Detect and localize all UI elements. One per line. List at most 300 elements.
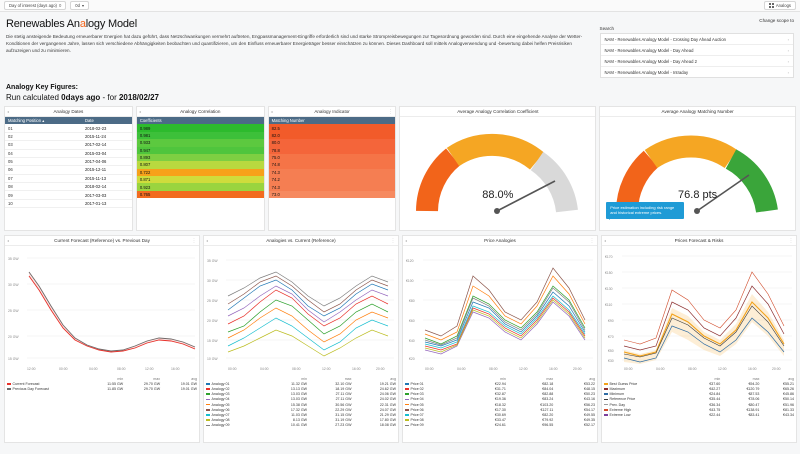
key-figures-row [0, 106, 800, 231]
table-row[interactable] [269, 147, 396, 154]
caret-icon[interactable]: ◂ [7, 109, 10, 114]
chart-title: Prices Forecast & Risks [674, 238, 724, 243]
table-row[interactable] [269, 183, 396, 190]
chevron-right-icon: › [787, 69, 789, 75]
table-cell: 04 [5, 149, 82, 157]
matching-number-cell: 78.8 [269, 147, 396, 154]
scope-item-label: NAM - Renewables Analogy Model - Day Ahead 2 [604, 58, 697, 64]
panel-analogy-dates [4, 106, 133, 231]
legend-label: Extreme Low [602, 412, 688, 417]
legend-max: €120.79 [746, 386, 760, 391]
panel-header [269, 107, 396, 117]
legend-avg: 17.80 GW [379, 418, 396, 423]
legend-min: €31.71 [494, 386, 506, 391]
legend-label: Prev. Day [602, 402, 688, 407]
table-row[interactable] [269, 191, 396, 198]
table-row[interactable] [269, 124, 396, 131]
panel-header [5, 107, 132, 117]
svg-text:08:00: 08:00 [688, 367, 697, 371]
caret-icon[interactable]: ◂ [206, 238, 209, 243]
table-cell: 07 [5, 174, 82, 182]
table-row[interactable] [137, 132, 264, 139]
svg-text:12:00: 12:00 [718, 367, 727, 371]
legend-avg: €53.22 [584, 381, 595, 386]
charts-row [0, 235, 800, 443]
legend-min: 13.03 GW [290, 397, 308, 402]
svg-text:€100: €100 [406, 279, 414, 283]
legend-avg: €81.33 [783, 407, 794, 412]
legend-row[interactable] [204, 423, 398, 428]
legend-avg: €54.17 [584, 407, 595, 412]
run-date: 2018/02/27 [118, 93, 160, 102]
legend-min: 11:55 GW [107, 381, 124, 386]
chart-price-analogies [402, 235, 598, 443]
legend-swatch [604, 388, 608, 390]
legend-swatch [206, 414, 210, 416]
chevron-right-icon: › [787, 58, 789, 64]
legend-label: Analogy 07 [204, 412, 265, 417]
day-of-interest-value: 0 [58, 3, 62, 8]
coefficient-cell: 0.923 [137, 183, 264, 190]
avg-correlation-gauge [400, 117, 595, 225]
price-estimation-tooltip: Price estimation including risk range and historical extreme prices. [606, 202, 684, 219]
matching-number-cell: 74.8 [269, 161, 396, 168]
header-left [6, 18, 592, 78]
legend-swatch [206, 409, 210, 411]
legend-avg: 19.01 GW [180, 381, 197, 386]
table-row[interactable] [5, 141, 132, 149]
legend-avg: €45.86 [783, 392, 794, 397]
coefficient-cell: 0.871 [137, 176, 264, 183]
legend-max: 31.19 GW [335, 418, 352, 423]
avg-matching-value: 76.8 pts [678, 189, 718, 201]
svg-text:20 GW: 20 GW [8, 335, 19, 339]
table-row[interactable] [5, 157, 132, 165]
table-row[interactable] [137, 147, 264, 154]
svg-text:12:00: 12:00 [519, 367, 528, 371]
top-toolbar-right [764, 1, 796, 10]
table-cell: 2015-12-11 [82, 166, 132, 174]
caret-icon[interactable]: ◂ [138, 109, 141, 114]
svg-text:08:00: 08:00 [489, 367, 498, 371]
legend-min: 13.13 GW [290, 386, 308, 391]
svg-text:€70: €70 [608, 335, 614, 339]
table-row[interactable] [5, 132, 132, 140]
legend-max: 32.10 GW [335, 381, 352, 386]
matching-number-cell: 75.0 [269, 154, 396, 161]
panel-title: Average Analogy Matching Number [661, 109, 734, 114]
svg-text:20:00: 20:00 [376, 367, 385, 371]
legend-swatch [604, 409, 608, 411]
table-row[interactable] [137, 124, 264, 131]
legend-swatch [604, 383, 608, 385]
svg-text:15 GW: 15 GW [207, 339, 218, 343]
legend-swatch [7, 383, 11, 385]
legend-min: €24.61 [494, 423, 506, 428]
legend-avg: €48.15 [584, 386, 595, 391]
legend-label: Minimum [602, 392, 688, 397]
legend-avg: €50.14 [783, 397, 794, 402]
panel-title: Analogy Correlation [180, 109, 221, 114]
top-toolbar [0, 0, 800, 12]
panel-header [5, 236, 199, 246]
legend-swatch [206, 393, 210, 395]
scope-item-label: NAM - Renewables Analogy Model - Intraday [604, 69, 689, 75]
legend-avg: 24.06 GW [379, 392, 396, 397]
col-matching-position[interactable]: Matching Position ▴ [5, 117, 82, 124]
scope-item-label: NAM - Renewables Analogy Model - Day Ahead [604, 47, 694, 53]
legend-max: 29.70 GW [143, 381, 161, 386]
table-cell: 02 [5, 132, 82, 140]
legend-min: €24.84 [709, 392, 721, 397]
scope-list-item[interactable] [601, 67, 794, 77]
legend-swatch [405, 399, 409, 401]
intro-paragraph: Die stetig ansteigende Bedeutung erneuerbarer Energien hat dazu geführt, dass Netzschwankungen vermehrt auftreten, Engpassmanagement-Eingriffe erforderlich sind und starke Strompreisbewegungen zur Tagesordnung geworden sind. Durch eine eingehende Analyse der Wetter-Konditionen der vergangenen Jahre, lassen sich verschiedene Abhängigkeiten beobachten und quantifizieren, um den Einfluss erneuerbarer Energieträger besser einschätzen zu können. Dieses Dashboard soll mittels Analogverwendung und -bewertung dabei helfen Preisrisiken aufzuzeigen und zu minimieren. [6, 34, 583, 53]
table-row[interactable] [137, 169, 264, 176]
svg-text:€50: €50 [608, 349, 614, 353]
scope-list-item[interactable] [601, 45, 794, 56]
scope-list [600, 33, 795, 78]
legend-swatch [7, 388, 11, 390]
svg-text:€150: €150 [605, 271, 613, 275]
legend-swatch [405, 383, 409, 385]
legend-swatch [206, 399, 210, 401]
caret-icon[interactable]: ◂ [405, 238, 408, 243]
gauge-svg [405, 119, 590, 223]
legend-max: €103.20 [540, 402, 554, 407]
legend-min: €42.27 [709, 386, 721, 391]
svg-text:30 GW: 30 GW [207, 279, 218, 283]
table-cell: 2018-02-14 [82, 183, 132, 191]
legend-min: 10.41 GW [290, 423, 308, 428]
svg-text:15 GW: 15 GW [8, 357, 19, 361]
legend-min: €35.44 [709, 397, 721, 402]
svg-text:08:00: 08:00 [292, 367, 301, 371]
legend-swatch [405, 409, 409, 411]
svg-text:00:00: 00:00 [228, 367, 237, 371]
analogy-indicator-table [269, 117, 396, 198]
svg-text:00:00: 00:00 [425, 367, 434, 371]
table-row[interactable] [269, 169, 396, 176]
analogy-correlation-body [137, 124, 264, 198]
legend-label: Price 02 [403, 386, 466, 391]
legend-label: Analogy 05 [204, 402, 265, 407]
legend-max: €82.20 [542, 412, 554, 417]
scope-panel [600, 18, 795, 78]
svg-text:20 GW: 20 GW [207, 319, 218, 323]
table-row[interactable] [137, 154, 264, 161]
matching-number-cell: 74.3 [269, 169, 396, 176]
legend-min: €43.75 [709, 407, 721, 412]
legend-avg: 24.02 GW [379, 397, 396, 402]
table-row[interactable] [137, 176, 264, 183]
legend-label: Price 09 [403, 423, 466, 428]
panel-header [400, 107, 595, 117]
scope-item-label: NAM - Renewables Analogy Model - Crossing Day Ahead Auction [604, 36, 727, 42]
legend-label: Price 03 [403, 392, 466, 397]
legend-swatch [604, 393, 608, 395]
legend-min: €17.30 [494, 407, 506, 412]
table-cell: 2018-02-23 [82, 124, 132, 132]
col-date[interactable]: Date [82, 117, 132, 124]
panel-avg-correlation [399, 106, 596, 231]
coefficient-cell: 0.981 [137, 132, 264, 139]
legend-swatch [405, 393, 409, 395]
legend-min: 17.32 GW [290, 407, 308, 412]
legend-max: 30.56 GW [335, 402, 352, 407]
page-header [0, 12, 800, 78]
col-matching-number[interactable]: Matching Number [269, 117, 396, 124]
current-forecast-plot [5, 246, 199, 374]
legend-min: 11.85 GW [107, 386, 124, 391]
table-row[interactable] [269, 139, 396, 146]
analogies-vs-current-plot [204, 246, 398, 374]
panel-header [137, 107, 264, 117]
legend-swatch [604, 399, 608, 401]
legend-min: 13.03 GW [290, 392, 308, 397]
legend-swatch [206, 419, 210, 421]
legend-swatch [405, 419, 409, 421]
svg-text:€60: €60 [409, 319, 415, 323]
analogy-correlation-table [137, 117, 264, 198]
scope-list-item[interactable] [601, 34, 794, 45]
matching-number-cell: 73.0 [269, 191, 396, 198]
legend-label: Price 07 [403, 412, 466, 417]
legend-max: €94.20 [748, 381, 760, 386]
current-forecast-legend: min max avg Current Forecast 11:55 GW 29.70 GW 19.01 GW Previous Day Forecast 11.85 GW 29.70 GW 19.01 GW [5, 376, 199, 392]
page-title-accent: a [79, 18, 86, 30]
table-cell: 2017-01-13 [82, 199, 132, 207]
svg-text:€120: €120 [406, 259, 414, 263]
legend-max: €87.53 [748, 392, 760, 397]
prices-forecast-legend: min max avg Best Guess Price €37.60 €94.20 €55.21 Maximum €42.27 €120.79 €65.26 Minimum €24.84 €87.53 €45.86 Reference Price €35.44 €78.06 €50.14 Prev. Day €36.34 €80.47 €51.96 Extreme High €43.75 €138.91 €81.33 Extreme Low €22.44 €83.41 €43.34 [602, 376, 796, 418]
legend-max: €80.47 [748, 402, 760, 407]
legend-swatch [405, 404, 409, 406]
analogy-dates-body [5, 124, 132, 207]
table-row[interactable] [5, 166, 132, 174]
legend-min: 11.03 GW [291, 412, 308, 417]
run-days: 0days ago [61, 93, 101, 102]
table-row[interactable] [5, 149, 132, 157]
svg-text:30 GW: 30 GW [8, 283, 19, 287]
legend-label: Analogy 02 [204, 386, 265, 391]
table-row[interactable] [5, 124, 132, 132]
table-cell: 2015-11-13 [82, 174, 132, 182]
legend-max: 22.29 GW [335, 407, 352, 412]
legend-label: Analogy 08 [204, 418, 265, 423]
legend-min: €22.44 [709, 412, 721, 417]
chevron-down-icon: ▾ [81, 3, 85, 8]
svg-text:12:00: 12:00 [322, 367, 331, 371]
search-label: Search [599, 26, 615, 31]
table-cell: 2017-04-06 [82, 157, 132, 165]
legend-avg: 21.29 GW [379, 412, 396, 417]
matching-number-cell: 74.2 [269, 176, 396, 183]
legend-label: Analogy 03 [204, 392, 265, 397]
matching-number-cell: 80.0 [269, 139, 396, 146]
legend-label: Best Guess Price [602, 381, 688, 386]
panel-header [403, 236, 597, 246]
caret-icon[interactable]: ◂ [270, 109, 273, 114]
svg-text:20:00: 20:00 [573, 367, 582, 371]
legend-avg: €51.96 [783, 402, 794, 407]
table-row[interactable] [137, 139, 264, 146]
svg-text:04:00: 04:00 [457, 367, 466, 371]
legend-label: Extreme High [602, 407, 688, 412]
run-mid: - for [100, 93, 119, 102]
matching-number-cell: 82.5 [269, 124, 396, 131]
table-cell: 2017-03-03 [82, 191, 132, 199]
legend-avg: 18.08 GW [379, 423, 396, 428]
legend-max: €82.88 [542, 392, 554, 397]
chevron-right-icon: › [787, 36, 789, 42]
legend-label: Price 04 [403, 397, 466, 402]
table-row[interactable] [269, 154, 396, 161]
svg-text:€20: €20 [409, 357, 415, 361]
legend-row[interactable] [5, 386, 199, 391]
run-prefix: Run calculated [6, 93, 62, 102]
legend-max: €79.92 [542, 418, 554, 423]
panel-menu-icon[interactable]: ⋮ [589, 237, 595, 244]
legend-swatch [206, 425, 210, 427]
svg-text:16:00: 16:00 [748, 367, 757, 371]
table-row[interactable] [137, 161, 264, 168]
scope-label: Change scope to [759, 18, 794, 23]
panel-menu-icon[interactable]: ⋮ [788, 237, 794, 244]
table-row[interactable] [269, 176, 396, 183]
coefficient-cell: 0.933 [137, 139, 264, 146]
price-analogies-plot [403, 246, 597, 374]
grid-icon [769, 3, 774, 8]
legend-max: 27.23 GW [335, 423, 352, 428]
caret-icon[interactable]: ◂ [604, 238, 607, 243]
table-row[interactable] [137, 183, 264, 190]
table-row[interactable] [5, 183, 132, 191]
svg-text:35 GW: 35 GW [207, 259, 218, 263]
chart-prices-forecast-risks [601, 235, 797, 443]
svg-text:25 GW: 25 GW [8, 309, 19, 313]
table-cell: 08 [5, 183, 82, 191]
prices-forecast-risks-plot [602, 246, 796, 374]
panel-menu-icon[interactable]: ⋮ [390, 237, 396, 244]
coefficient-cell: 0.893 [137, 154, 264, 161]
chart-current-forecast [4, 235, 200, 443]
legend-avg: €43.34 [783, 412, 794, 417]
legend-body-2 [403, 381, 597, 428]
chevron-right-icon: › [787, 47, 789, 53]
table-row[interactable] [269, 161, 396, 168]
coefficient-cell: 0.989 [137, 124, 264, 131]
svg-text:25 GW: 25 GW [207, 299, 218, 303]
caret-icon[interactable]: ◂ [7, 238, 10, 243]
svg-text:€110: €110 [605, 303, 613, 307]
legend-min: 11.32 GW [291, 381, 308, 386]
legend-row[interactable] [602, 412, 796, 417]
legend-row[interactable] [403, 423, 597, 428]
svg-text:12:00: 12:00 [27, 367, 36, 371]
legend-avg: 24.62 GW [379, 386, 396, 391]
analogs-button[interactable] [764, 1, 796, 10]
panel-title: Average Analogy Correlation Coefficient [457, 109, 539, 114]
legend-avg: 19.21 GW [379, 381, 396, 386]
svg-text:16:00: 16:00 [352, 367, 361, 371]
table-row[interactable] [5, 174, 132, 182]
analogies-legend: min max avg Analogy 01 11.32 GW 32.10 GW 19.21 GW Analogy 02 13.13 GW 18.19 GW 24.62 GW Analogy 03 13.03 GW 27.11 GW 24.06 GW Analogy 04 13.03 GW 27.11 GW 24.02 GW Analogy 05 15.38 GW 30.56 GW 22.31 GW Analogy 06 17.32 GW 22.29 GW 24.07 GW Analogy 07 11.03 GW 31.15 GW 21.29 GW Analogy 08 8.13 GW 31.19 GW 17.80 GW Analogy 09 10.41 GW 27.23 GW 18.08 GW [204, 376, 398, 428]
legend-avg: €65.26 [783, 386, 794, 391]
legend-label: Analogy 06 [204, 407, 265, 412]
table-row[interactable] [137, 191, 264, 198]
legend-min: €19.36 [494, 397, 506, 402]
table-row[interactable] [5, 191, 132, 199]
legend-swatch [604, 404, 608, 406]
legend-label: Price 05 [403, 402, 466, 407]
panel-analogy-indicator [268, 106, 397, 231]
analogy-indicator-body [269, 124, 396, 198]
legend-avg: €49.55 [584, 412, 595, 417]
legend-max: €84.04 [542, 386, 554, 391]
table-cell: 2017-02-14 [82, 141, 132, 149]
legend-swatch [604, 414, 608, 416]
col-coefficients[interactable]: Coefficients [137, 117, 264, 124]
legend-max: 27.11 GW [335, 397, 352, 402]
avg-correlation-value: 88.0% [482, 189, 514, 201]
legend-body-1 [204, 381, 398, 428]
legend-max: €127.11 [540, 407, 554, 412]
legend-body-0 [5, 381, 199, 391]
scope-list-item[interactable] [601, 56, 794, 67]
key-figures-title: Analogy Key Figures: [6, 84, 78, 91]
legend-avg: €43.16 [584, 397, 595, 402]
svg-text:16:00: 16:00 [171, 367, 180, 371]
panel-menu-icon[interactable]: ⋮ [387, 108, 394, 115]
chart-title: Analogies vs. Current (Reference) [266, 238, 336, 243]
legend-min: 8.13 GW [292, 418, 308, 423]
svg-text:10 GW: 10 GW [207, 357, 218, 361]
svg-text:€90: €90 [608, 319, 614, 323]
run-calculated-line [0, 91, 800, 106]
panel-menu-icon[interactable]: ⋮ [191, 237, 197, 244]
table-row[interactable] [5, 199, 132, 207]
svg-text:€30: €30 [608, 359, 614, 363]
view-selector-chip[interactable] [70, 1, 89, 10]
page-title-pre: Renewables An [6, 18, 80, 30]
legend-min: €33.47 [494, 418, 506, 423]
chart-title: Price Analogies [484, 238, 516, 243]
table-cell: 09 [5, 191, 82, 199]
legend-avg: €49.35 [584, 418, 595, 423]
day-of-interest-chip[interactable] [4, 1, 66, 10]
page-title [6, 18, 592, 30]
legend-max: 29.70 GW [143, 386, 161, 391]
table-row[interactable] [269, 132, 396, 139]
price-analogies-legend: min max avg Price 01 €22.94 €82.18 €53.22 Price 02 €31.71 €84.04 €48.15 Price 03 €32.87 €82.88 €50.23 Price 04 €19.36 €83.24 €43.16 Price 05 €18.32 €103.20 €56.23 Price 06 €17.30 €127.11 €54.17 Price 07 €30.69 €82.20 €49.55 Price 08 €33.47 €79.92 €49.35 Price 09 €24.61 €96.55 €52.17 [403, 376, 597, 428]
legend-label: Analogy 04 [204, 397, 265, 402]
legend-min: €36.34 [709, 402, 721, 407]
legend-avg: €56.23 [584, 402, 595, 407]
legend-min: €37.60 [709, 381, 721, 386]
panel-header [204, 236, 398, 246]
page-title-post: logy Model [85, 18, 137, 30]
svg-text:€40: €40 [409, 339, 415, 343]
legend-label: Price 01 [403, 381, 466, 386]
coefficient-cell: 0.765 [137, 191, 264, 198]
legend-avg: 19.01 GW [180, 386, 197, 391]
panel-header [600, 107, 795, 117]
panel-title: Analogy Indicator [314, 109, 350, 114]
legend-max: €96.55 [542, 423, 554, 428]
coefficient-cell: 0.807 [137, 161, 264, 168]
table-cell: 10 [5, 199, 82, 207]
